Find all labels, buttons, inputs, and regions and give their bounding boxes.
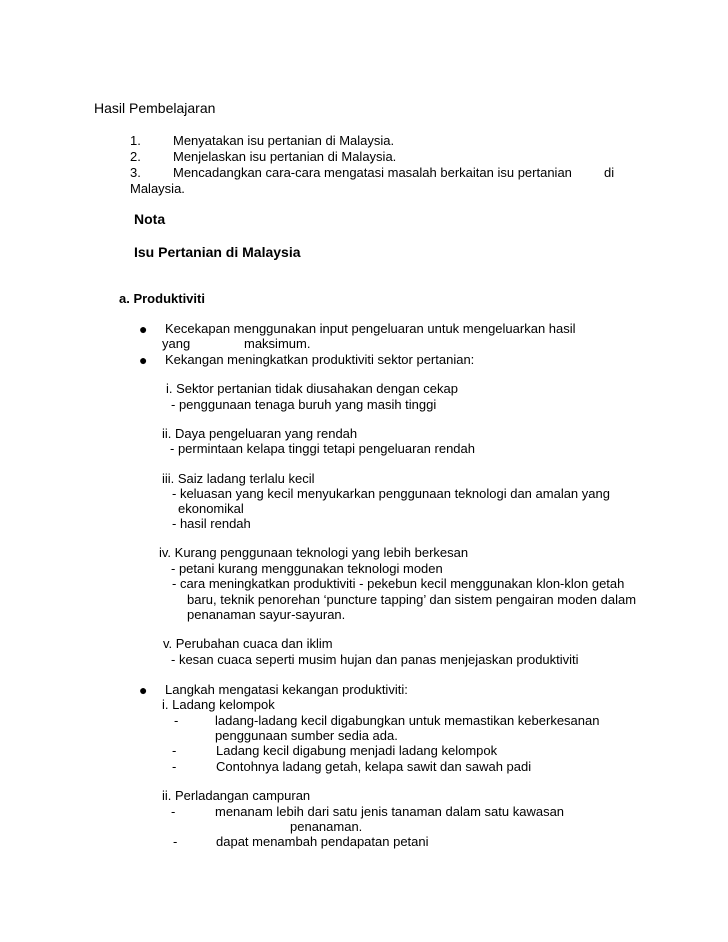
bullet-icon: ● (139, 352, 148, 368)
bullet-icon: ● (139, 321, 148, 337)
constraint-v-detail: - kesan cuaca seperti musim hujan dan panas menjejaskan produktiviti (171, 652, 579, 667)
dash: - (172, 743, 177, 758)
nota-heading: Nota (134, 211, 166, 227)
constraint-iv-detail-1: - petani kurang menggunakan teknologi moden (171, 561, 443, 576)
constraint-iv-detail-2c: penanaman sayur-sayuran. (187, 607, 346, 622)
solution-i-detail-1b: penggunaan sumber sedia ada. (215, 728, 398, 743)
bullet-icon: ● (139, 682, 148, 698)
bullet-1-line-1: Kecekapan menggunakan input pengeluaran untuk mengeluarkan hasil (165, 321, 576, 336)
solution-i-detail-1: ladang-ladang kecil digabungkan untuk memastikan keberkesanan (215, 713, 600, 728)
constraint-iv-detail-2b: baru, teknik penorehan ‘puncture tapping’ dan sistem pengairan moden dalam (187, 592, 637, 607)
title: Hasil Pembelajaran (94, 100, 216, 116)
bullet-1-line-2a: yang (162, 336, 191, 351)
dash: - (174, 713, 179, 728)
outcome-3-text: Mencadangkan cara-cara mengatasi masalah berkaitan isu pertanian (173, 165, 572, 180)
solution-ii: ii. Perladangan campuran (162, 788, 311, 803)
outcome-3-number: 3. (130, 165, 141, 180)
outcome-2-text: Menjelaskan isu pertanian di Malaysia. (173, 149, 397, 164)
solution-i: i. Ladang kelompok (162, 697, 275, 712)
dash: - (171, 804, 176, 819)
solution-i-detail-2: Ladang kecil digabung menjadi ladang kelompok (216, 743, 498, 758)
solutions-heading: Langkah mengatasi kekangan produktiviti: (165, 682, 408, 697)
bullet-1-line-2b: maksimum. (244, 336, 311, 351)
subtitle: Isu Pertanian di Malaysia (134, 244, 301, 260)
outcome-1-text: Menyatakan isu pertanian di Malaysia. (173, 133, 395, 148)
dash: - (172, 759, 177, 774)
dash: - (173, 834, 178, 849)
solution-ii-detail-1: menanam lebih dari satu jenis tanaman dalam satu kawasan (215, 804, 565, 819)
constraint-iii-detail-1: - keluasan yang kecil menyukarkan penggunaan teknologi dan amalan yang (172, 486, 610, 501)
constraint-iii: iii. Saiz ladang terlalu kecil (162, 471, 315, 486)
constraint-v: v. Perubahan cuaca dan iklim (163, 636, 333, 651)
outcome-3-tail: di (604, 165, 615, 180)
constraint-ii-detail: - permintaan kelapa tinggi tetapi pengeluaran rendah (170, 441, 475, 456)
constraint-i-detail: - penggunaan tenaga buruh yang masih tinggi (171, 397, 437, 412)
outcome-3-continuation: Malaysia. (130, 181, 185, 196)
bullet-2: Kekangan meningkatkan produktiviti sektor pertanian: (165, 352, 475, 367)
constraint-iii-detail-2: - hasil rendah (172, 516, 251, 531)
outcome-2-number: 2. (130, 149, 141, 164)
solution-i-detail-3: Contohnya ladang getah, kelapa sawit dan sawah padi (216, 759, 532, 774)
constraint-i: i. Sektor pertanian tidak diusahakan dengan cekap (166, 381, 458, 396)
constraint-ii: ii. Daya pengeluaran yang rendah (162, 426, 358, 441)
section-a-heading: a. Produktiviti (119, 291, 205, 306)
constraint-iv-detail-2: - cara meningkatkan produktiviti - pekebun kecil menggunakan klon-klon getah (172, 576, 625, 591)
solution-ii-detail-2: dapat menambah pendapatan petani (216, 834, 429, 849)
solution-ii-detail-1b: penanaman. (290, 819, 363, 834)
outcome-1-number: 1. (130, 133, 141, 148)
constraint-iii-detail-1b: ekonomikal (178, 501, 244, 516)
constraint-iv: iv. Kurang penggunaan teknologi yang lebih berkesan (159, 545, 469, 560)
